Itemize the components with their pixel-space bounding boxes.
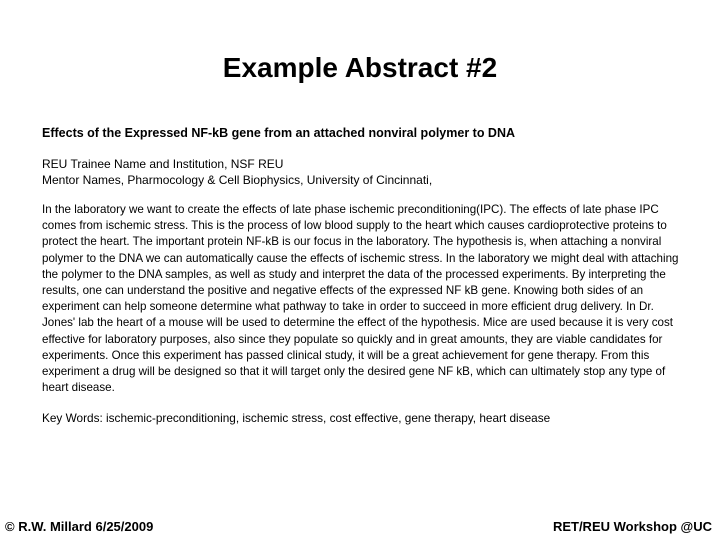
trainee-line: REU Trainee Name and Institution, NSF REU: [42, 157, 284, 171]
slide-title: Example Abstract #2: [222, 52, 498, 83]
mentor-line: Mentor Names, Pharmocology & Cell Biophysics, University of Cincinnati,: [42, 173, 433, 187]
abstract-title: Effects of the Expressed NF-kB gene from an attached nonviral polymer to DNA: [42, 126, 516, 140]
author-block: [42, 156, 682, 188]
abstract-body: In the laboratory we want to create the effects of late phase ischemic preconditioning(IPC). The effects of late phase IPC comes from ischemic stress. This is the process of low blood supply to the heart which causes cardioprotective proteins to protect the heart. The important protein NF-kB is our focus in the laboratory. The hypothesis is, when attaching a nonviral polymer to the DNA we can automatically cause the effects of ischemic stress. In the laboratory we might deal with attaching the polymer to the DNA samples, as well as study and interpret the data of the processed experiments. By interpreting the results, one can understand the positive and negative effects of the expressed NF kB gene. Knowing both sides of an experiment can help someone determine what pathway to take in order to succeed in more efficient drug delivery. In Dr. Jones' lab the heart of a mouse will be used to determine the effect of the hypothesis. Mice are used because it is very cost effective for laboratory purposes, also since they populate so quickly and in great amounts, they are viable candidates for experiments. Once this experiment has passed clinical study, it will be a great achievement for gene therapy. From this experiment a drug will be designed so that it will target only the desired gene NF kB, which can ultimately stop any type of heart disease.: [42, 203, 679, 395]
footer-copyright: © R.W. Millard 6/25/2009: [5, 519, 154, 534]
keywords: Key Words: ischemic-preconditioning, ischemic stress, cost effective, gene therapy, heart disease: [42, 411, 551, 426]
abstract-content: [42, 125, 682, 426]
footer-workshop: RET/REU Workshop @UC: [552, 519, 712, 534]
